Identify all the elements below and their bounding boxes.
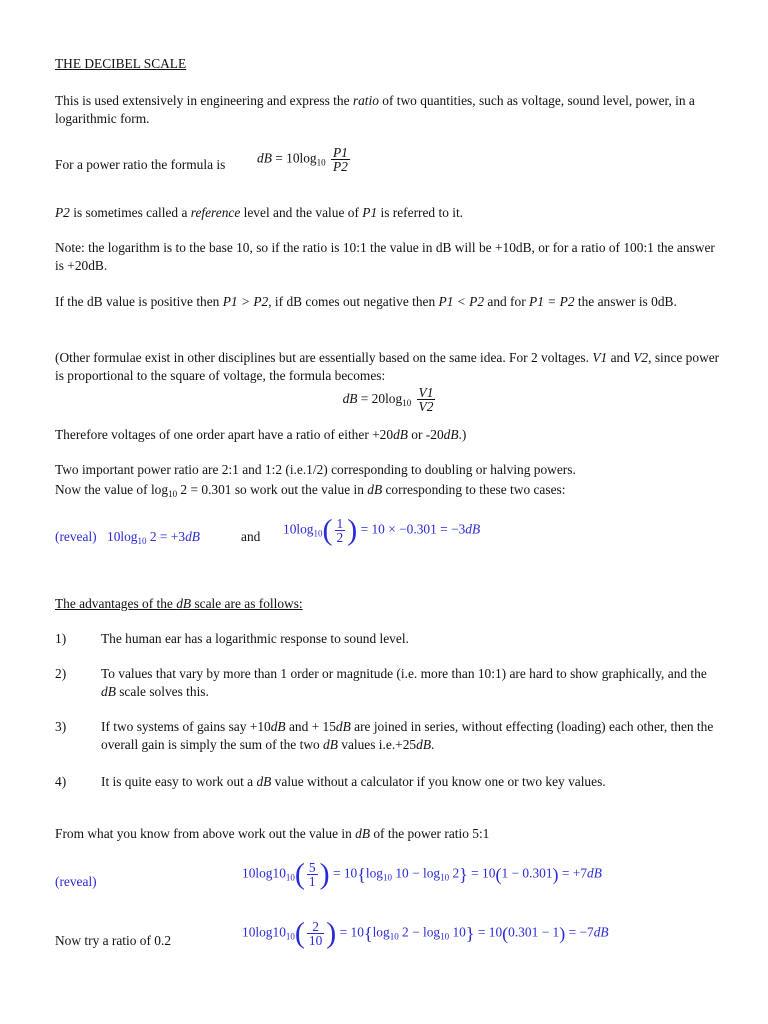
list-item: 4) It is quite easy to work out a dB value without a calculator if you know one or two key values. (55, 774, 606, 789)
reveal-answer-double: $10\log_{10}$ 2 = +3dB (107, 529, 200, 546)
other-formulae-paragraph: (Other formulae exist in other disciplines but are essentially based on the same idea. For 2 voltages. V1 and V2, since power is proportional to the square of voltage, the formula becomes: (55, 350, 720, 383)
try-ratio-line (55, 918, 725, 962)
two-ratios-line: Two important power ratio are 2:1 and 1:2 (i.e.1/2) corresponding to doubling or halving powers. (55, 462, 576, 477)
power-formula-line: For a power ratio the formula is dB = $10\log_{10}$ $\frac{P1}{P2}$ (55, 146, 725, 182)
list-item: 3) If two systems of gains say +10dB and + 15dB are joined in series, without effecting (loading) each other, then the overall gain is simply the sum of the two dB values i.e.+25dB. (55, 719, 714, 752)
advantages-heading: The advantages of the dB scale are as follows: (55, 596, 303, 611)
and-text: and (241, 529, 261, 544)
reveal-button[interactable]: (reveal) (55, 529, 97, 544)
reveal-answer-5-to-1: $10\log 10_{10}$( $\frac{5}{1}$ ) = $10\{\log_{10}$ $10 - \log_{10} 2\} = 10(1 - 0.301) = +7dB$ (242, 857, 602, 891)
sign-paragraph: If the dB value is positive then P1 > P2, if dB comes out negative then P1 < P2 and for P1 = P2 the answer is 0dB. (55, 294, 677, 309)
voltage-order-line: Therefore voltages of one order apart have a ratio of either +20dB or -20dB.) (55, 427, 467, 442)
ratio-question: From what you know from above work out the value in dB of the power ratio 5:1 (55, 826, 490, 841)
try-ratio-label: Now try a ratio of 0.2 (55, 933, 172, 948)
try-answer-0-2: $10\log 10_{10}$( $\frac{2}{10}$ ) = $10\{\log_{10}$ $2 - \log_{10} 10\} = 10(0.301 - 1) = -7dB$ (242, 916, 609, 950)
reveal-answers-2 (55, 859, 725, 903)
reveal-button[interactable]: (reveal) (55, 874, 97, 889)
list-item: 2) To values that vary by more than 1 order or magnitude (i.e. more than 10:1) are hard to show graphically, and the dB scale solves this. (55, 666, 707, 699)
power-formula: dB = $10\log_{10}$ $\frac{P1}{P2}$ (257, 145, 348, 174)
note-paragraph: Note: the logarithm is to the base 10, so if the ratio is 10:1 the value in dB will be +10dB, or for a ratio of 100:1 the answer is +20dB. (55, 240, 715, 273)
page-title: THE DECIBEL SCALE (55, 56, 187, 71)
reference-line: P2 is sometimes called a reference level and the value of P1 is referred to it. (55, 205, 464, 220)
voltage-formula: dB = $20\log_{10}$ $\frac{V1}{V2}$ (342, 385, 434, 414)
list-item: 1) The human ear has a logarithmic response to sound level. (55, 631, 409, 646)
reveal-answers-1 (55, 513, 725, 557)
log-value-line: Now the value of $\log_{10} 2 = 0.301$ so work out the value in dB corresponding to these two cases: (55, 482, 566, 499)
intro-paragraph: This is used extensively in engineering and express the ratio of two quantities, such as voltage, sound level, power, in a logarithmic form. (55, 93, 695, 126)
reveal-answer-half: $10\log_{10}$( $\frac{1}{2}$ ) = 10 × −0.301 = −3dB (283, 513, 481, 547)
